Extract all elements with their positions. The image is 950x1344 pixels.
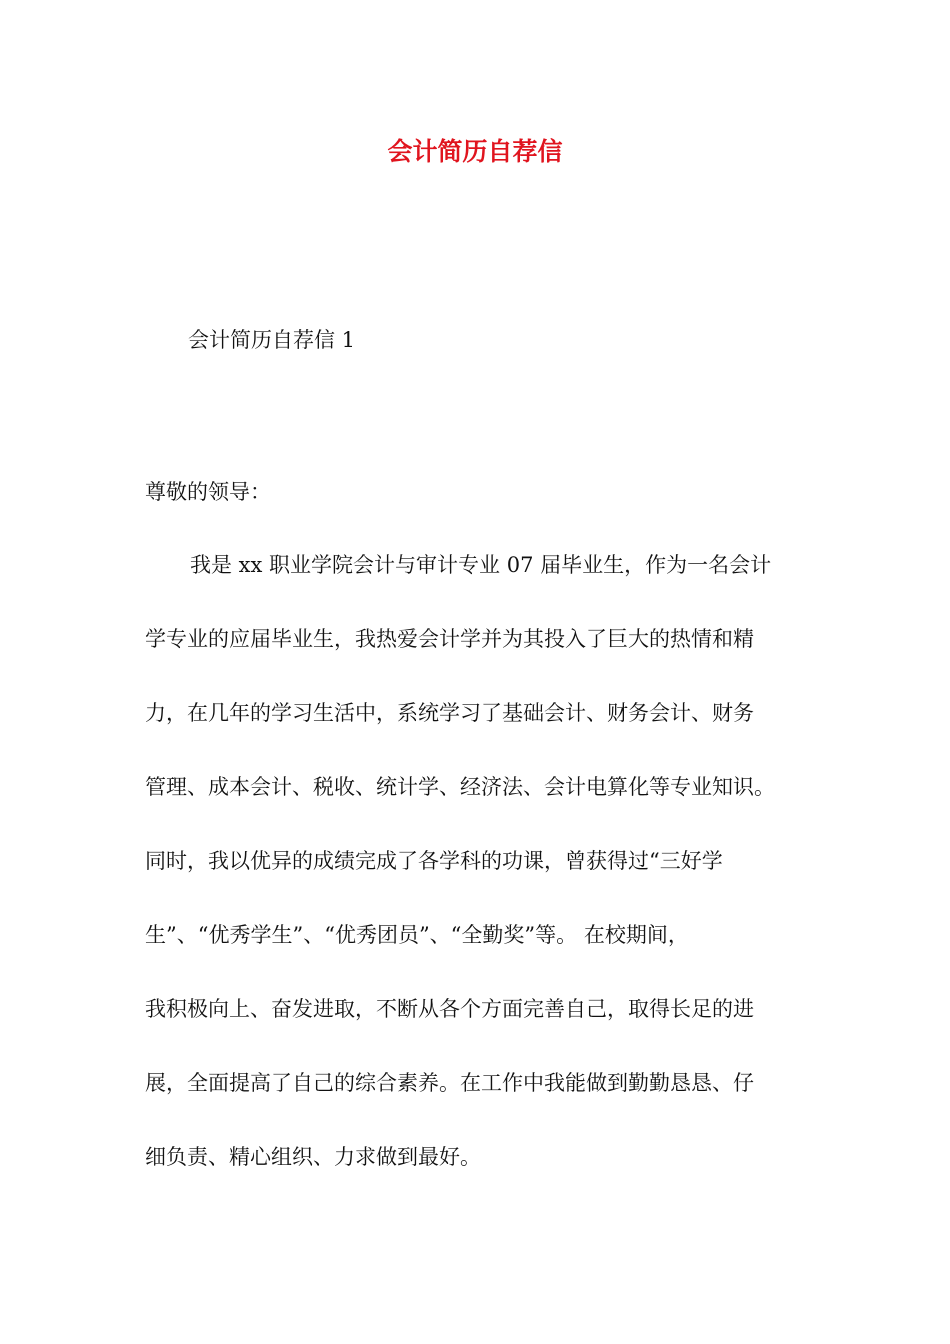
- body-line: 生”、“优秀学生”、“优秀团员”、“全勤奖”等。 在校期间，: [145, 923, 689, 947]
- body-line: 细负责、精心组织、力求做到最好。: [145, 1145, 481, 1169]
- document-title: 会计简历自荐信: [387, 137, 563, 166]
- body-line: 学专业的应届毕业生，我热爱会计学并为其投入了巨大的热情和精: [145, 627, 754, 651]
- body-line: 展，全面提高了自己的综合素养。在工作中我能做到勤勤恳恳、仔: [145, 1071, 754, 1095]
- body-line: 同时，我以优异的成绩完成了各学科的功课，曾获得过“三好学: [145, 849, 723, 873]
- body-line: 我积极向上、奋发进取，不断从各个方面完善自己，取得长足的进: [145, 997, 754, 1021]
- section-heading: 会计简历自荐信 1: [188, 328, 356, 352]
- salutation: 尊敬的领导：: [145, 480, 271, 504]
- body-line: 我是 xx 职业学院会计与审计专业 07 届毕业生，作为一名会计: [190, 553, 772, 577]
- body-line: 力，在几年的学习生活中，系统学习了基础会计、财务会计、财务: [145, 701, 754, 725]
- body-paragraph: [145, 547, 825, 1213]
- body-line: 管理、成本会计、税收、统计学、经济法、会计电算化等专业知识。: [145, 775, 775, 799]
